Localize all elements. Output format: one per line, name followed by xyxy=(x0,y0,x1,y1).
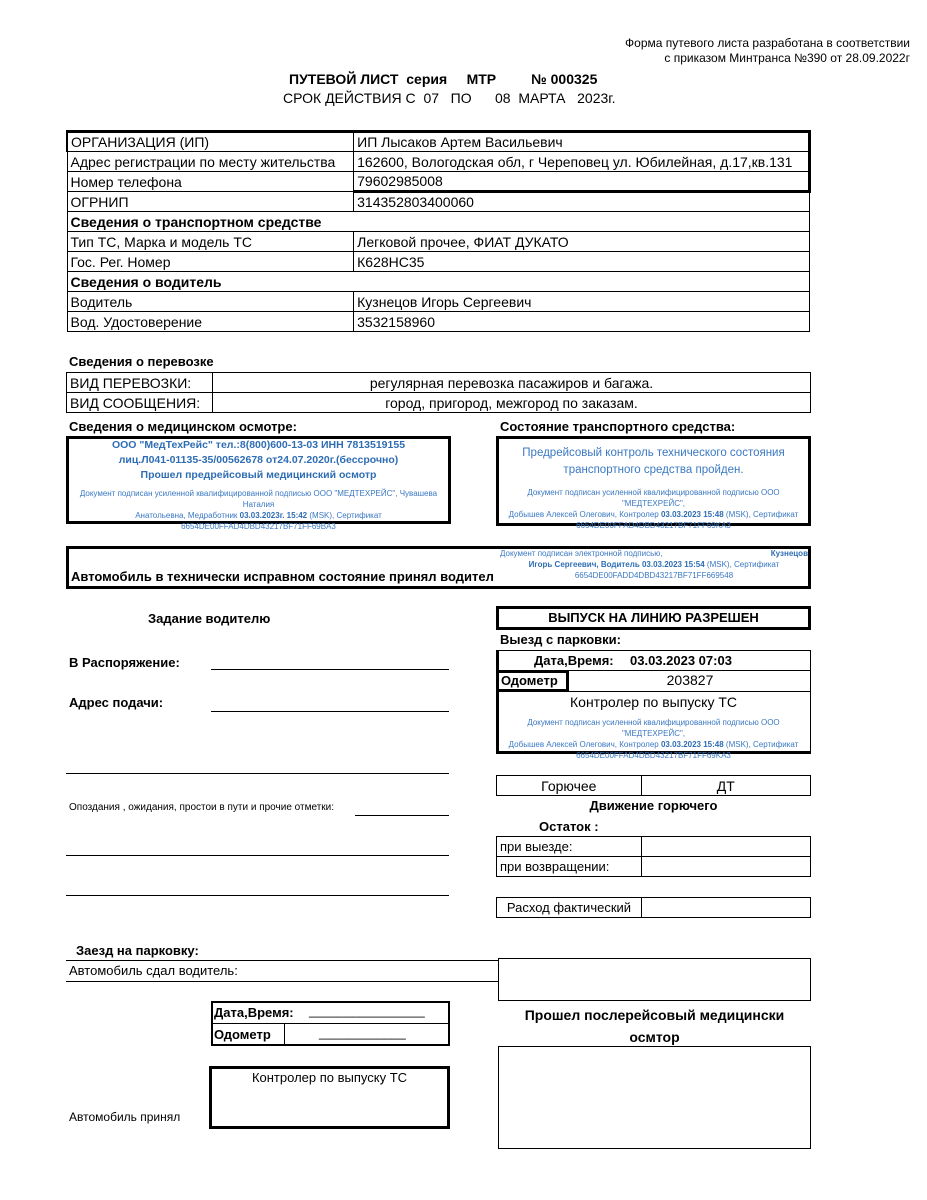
tech-sig-cert: 6654DE00FFAD4DBD43217BF71FF69KA3 xyxy=(576,521,731,530)
exit-datetime-label: Дата,Время: xyxy=(534,653,614,668)
medical-org xyxy=(69,438,448,483)
fuel-actual-value xyxy=(641,898,810,918)
release-sig-date: 03.03.2023 15:48 xyxy=(660,740,724,749)
tech-sig-line1: Документ подписан усиленной квалифицированной подписью ООО "МЕДТЕХРЕЙС", xyxy=(527,488,780,508)
fuel-value: ДТ xyxy=(641,776,810,796)
reg-number-label: Гос. Рег. Номер xyxy=(67,252,354,272)
release-sig-line2: Добышев Алексей Олегович, Контролер xyxy=(508,740,661,749)
tech-status-line2: транспортного средства пройден. xyxy=(563,464,744,476)
license-label: Вод. Удостоверение xyxy=(67,312,354,332)
fuel-movement: Движение горючего xyxy=(589,798,718,813)
delays-line xyxy=(355,815,449,816)
tech-sig-date: 03.03.2023 15:48 xyxy=(660,510,724,519)
return-odometer-divider xyxy=(284,1023,285,1046)
transport-type-label: ВИД ПЕРЕВОЗКИ: xyxy=(67,373,213,393)
driver-header: Сведения о водитель xyxy=(67,272,810,292)
driver-value: Кузнецов Игорь Сергеевич xyxy=(354,292,810,312)
fuel-remainder: Остаток : xyxy=(539,819,599,834)
org-value: ИП Лысаков Артем Васильевич xyxy=(354,132,810,152)
post-med-top-box xyxy=(498,958,811,1001)
medical-signature xyxy=(69,488,448,532)
return-odometer-blank: ____________ xyxy=(319,1025,406,1040)
accept-sig-line1: Документ подписан электронной подписью, xyxy=(500,549,663,558)
document-title: ПУТЕВОЙ ЛИСТ серия МТР № 000325 xyxy=(289,71,598,87)
fuel-on-exit-value xyxy=(641,837,810,857)
odometer-label: Одометр xyxy=(501,673,558,688)
tech-status xyxy=(499,445,808,479)
transport-table xyxy=(66,372,811,413)
accept-signature xyxy=(500,548,808,581)
release-controller: Контролер по выпуску ТС xyxy=(570,694,737,710)
ogrnip-label: ОГРНИП xyxy=(67,192,354,212)
disposal-line xyxy=(211,669,449,670)
medical-header: Сведения о медицинском осмотре: xyxy=(69,419,297,434)
address-supply-label: Адрес подачи: xyxy=(69,695,164,710)
task-line-2 xyxy=(66,855,449,856)
release-sig-line3: (MSK), Сертификат xyxy=(723,740,799,749)
exit-label: Выезд с парковки: xyxy=(500,632,622,647)
fuel-on-return-label: при возвращении: xyxy=(497,857,642,877)
info-table xyxy=(66,130,811,332)
release-sig-cert: 6654DE00FFAD4DBD43217BF71FF69KA3 xyxy=(576,751,731,760)
transport-header: Сведения о перевозке xyxy=(69,354,214,369)
medical-org-line2: лиц.Л041-01135-35/00562678 от24.07.2020г.(бессрочно) xyxy=(118,454,399,466)
fuel-label: Горючее xyxy=(497,776,642,796)
form-note-line1: Форма путевого листа разработана в соответствии xyxy=(625,36,910,50)
task-header: Задание водителю xyxy=(148,611,271,626)
return-odometer-label: Одометр xyxy=(214,1027,271,1042)
post-med-bottom-box xyxy=(498,1046,811,1149)
fuel-table xyxy=(496,775,811,796)
accept-sig-line2: Игорь Сергеевич, Водитель 03.03.2023 15:54 xyxy=(528,560,705,569)
return-header: Заезд на парковку: xyxy=(76,943,199,958)
fuel-on-return-value xyxy=(641,857,810,877)
medical-sig-line3: (MSK), Сертификат 6654DE00FFAD4DBD43217BF71FF69BA3 xyxy=(181,511,382,531)
medical-org-line1: ООО "МедТехРейс" тел.:8(800)600-13-03 ИНН 7813519155 xyxy=(111,439,406,451)
return-controller: Контролер по выпуску ТС xyxy=(251,1070,408,1085)
org-label: ОРГАНИЗАЦИЯ (ИП) xyxy=(67,132,354,152)
tech-status-line1: Предрейсовый контроль технического состояния xyxy=(522,447,785,459)
message-type-value: город, пригород, межгород по заказам. xyxy=(212,393,810,413)
accept-sig-name: Кузнецов xyxy=(770,549,808,558)
fuel-actual-table xyxy=(496,897,811,918)
validity-period: СРОК ДЕЙСТВИЯ С 07 ПО 08 МАРТА 2023г. xyxy=(283,90,616,106)
accept-box xyxy=(66,546,499,589)
post-med-line1: Прошел послерейсовый медицински xyxy=(524,1007,785,1023)
vehicle-header: Сведения о транспортном средстве xyxy=(67,212,810,232)
medical-sig-date: 03.03.2023г. 15:42 xyxy=(239,511,308,520)
fuel-on-exit-label: при выезде: xyxy=(497,837,642,857)
medical-sig-line1: Документ подписан усиленной квалифицированной подписью ООО "МЕДТЕХРЕЙС", Чувашева Наталия xyxy=(79,489,438,509)
disposal-label: В Распоряжение: xyxy=(69,655,180,670)
delays-label: Опоздания , ожидания, простои в пути и прочие отметки: xyxy=(69,802,335,813)
medical-sig-line2: Анатольевна, Медработник xyxy=(135,511,240,520)
odometer-value: 203827 xyxy=(666,672,714,688)
form-note xyxy=(625,36,910,66)
exit-datetime-value: 03.03.2023 07:03 xyxy=(630,653,732,668)
return-datetime-blank: ________________ xyxy=(309,1003,425,1018)
form-note-line2: с приказом Минтранса №390 от 28.09.2022г xyxy=(664,51,910,65)
return-datetime-label: Дата,Время: xyxy=(214,1005,294,1020)
ogrnip-value: 314352803400060 xyxy=(354,192,810,212)
driver-label: Водитель xyxy=(67,292,354,312)
tech-signature xyxy=(499,487,808,531)
task-line-3 xyxy=(66,895,449,896)
accept-label: Автомобиль в технически исправном состояние принял водител xyxy=(71,569,494,584)
license-value: 3532158960 xyxy=(354,312,810,332)
vehicle-type-value: Легковой прочее, ФИАТ ДУКАТО xyxy=(354,232,810,252)
post-med-line2: осмтор xyxy=(629,1029,680,1045)
release-header: ВЫПУСК НА ЛИНИЮ РАЗРЕШЕН xyxy=(496,606,811,630)
vehicle-type-label: Тип ТС, Марка и модель ТС xyxy=(67,232,354,252)
phone-value: 79602985008 xyxy=(354,172,810,192)
tech-sig-line2: Добышев Алексей Олегович, Контролер xyxy=(508,510,661,519)
release-sig-line1: Документ подписан усиленной квалифицированной подписью ООО "МЕДТЕХРЕЙС", xyxy=(527,718,780,738)
return-datetime-divider xyxy=(211,1023,450,1024)
transport-type-value: регулярная перевозка пасажиров и багажа. xyxy=(212,373,810,393)
message-type-label: ВИД СООБЩЕНИЯ: xyxy=(67,393,213,413)
fuel-remainder-table xyxy=(496,836,811,877)
task-line-1 xyxy=(66,773,449,774)
tech-sig-line3: (MSK), Сертификат xyxy=(723,510,799,519)
tech-header: Состояние транспортного средства: xyxy=(500,419,736,434)
release-signature xyxy=(499,717,808,761)
address-label: Адрес регистрации по месту жительства xyxy=(67,152,354,172)
accept-sig-line3: (MSK), Сертификат xyxy=(704,560,780,569)
address-value: 162600, Вологодская обл, г Череповец ул. Юбилейная, д.17,кв.131 xyxy=(354,152,810,172)
medical-passed: Прошел предрейсовый медицинский осмотр xyxy=(140,469,377,481)
address-supply-line xyxy=(211,711,449,712)
phone-label: Номер телефона xyxy=(67,172,354,192)
reg-number-value: К628НС35 xyxy=(354,252,810,272)
post-med-title xyxy=(498,1004,811,1048)
handed-label: Автомобиль сдал водитель: xyxy=(69,963,238,978)
accepted-label: Автомобиль принял xyxy=(69,1110,181,1124)
accept-sig-cert: 6654DE00FADD4DBD43217BF71FF669548 xyxy=(574,571,734,580)
fuel-actual-label: Расход фактический xyxy=(497,898,642,918)
